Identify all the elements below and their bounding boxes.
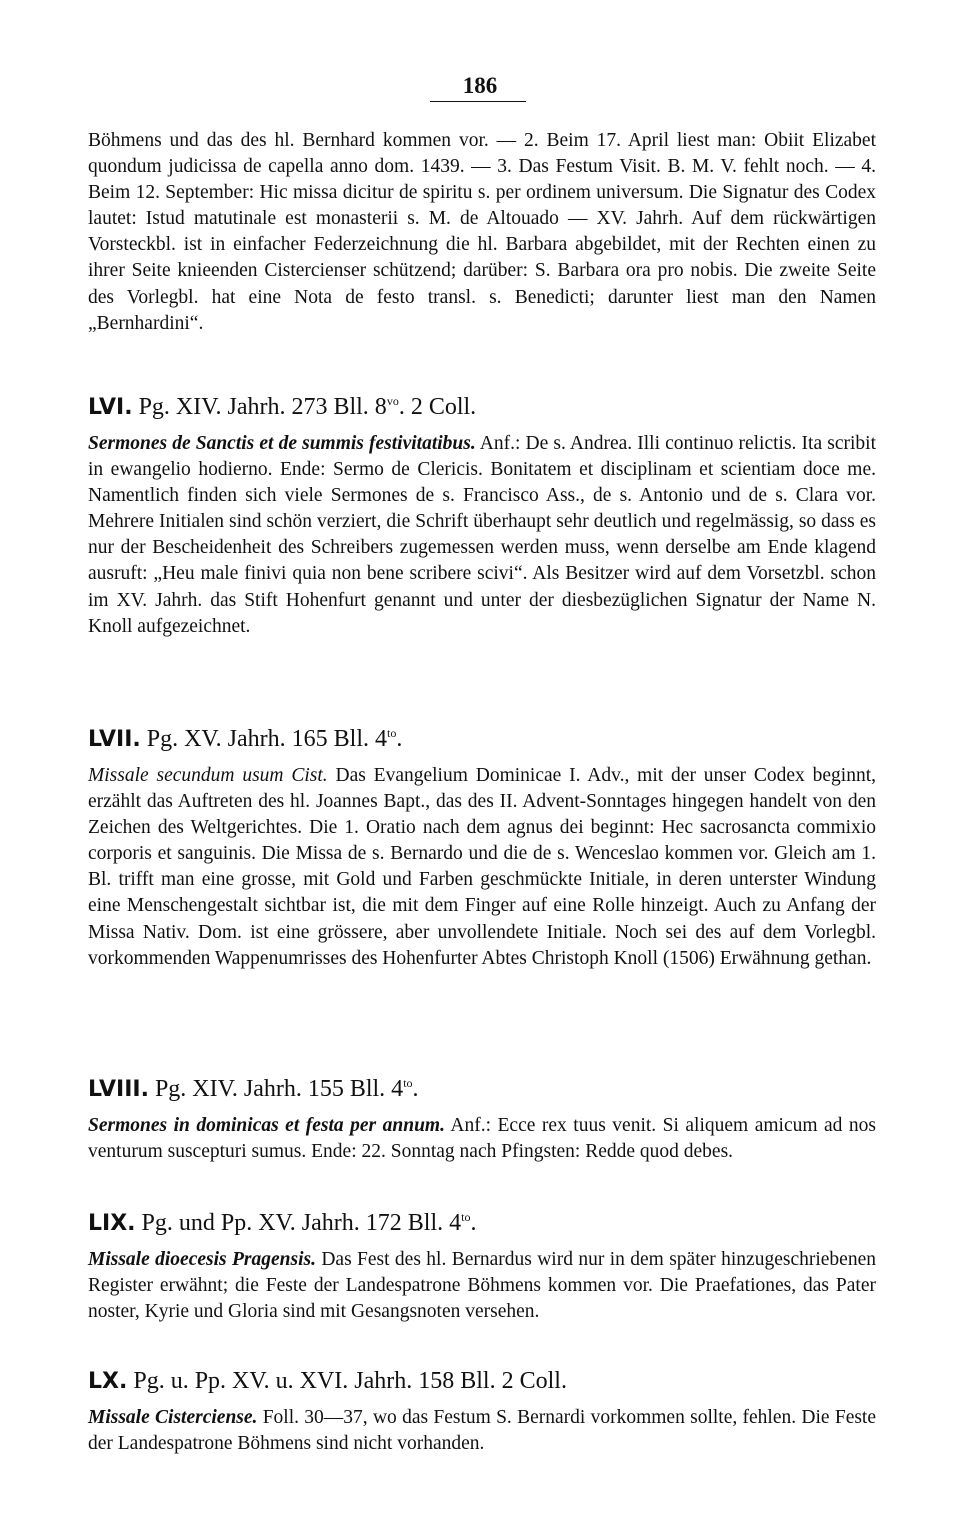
entry-lx xyxy=(88,1366,876,1457)
entry-title: Missale dioecesis Pragensis. xyxy=(88,1249,316,1270)
entry-paragraph xyxy=(88,1113,876,1165)
entry-body: Das Evangelium Dominicae I. Adv., mit der unser Codex beginnt, erzählt das Auftreten des hl. Joannes Bapt., das des II. Advent-Sonntages hingegen handelt von den Zeichen des Weltgerichtes. Die 1. Oratio nach dem agnus dei beginnt: Hec sacrosancta commixio corporis et sanguinis. Die Missa de s. Bernardo und die de s. Wenceslao kommen vor. Gleich am 1. Bl. trifft man eine grosse, mit Gold und Farben geschmückte Initiale, in deren unterster Windung eine Menschengestalt sichtbar ist, die mit dem Finger auf eine Rolle hinzeigt. Auch zu Anfang der Missa Nativ. Dom. ist eine grössere, aber unvollendete Initiale. Noch sei des auf dem Vorlegbl. vorkommenden Wappenumrisses des Hohenfurter Abtes Christoph Knoll (1506) Erwähnung gethan. xyxy=(88,765,876,969)
entry-heading-tail: . 2 Coll. xyxy=(398,394,477,420)
entry-heading-main: Pg. XV. Jahrh. 165 Bll. 4 xyxy=(140,726,387,752)
entry-paragraph xyxy=(88,763,876,972)
entry-heading-tail: . xyxy=(470,1210,477,1236)
entry-title: Missale Cisterciense. xyxy=(88,1407,258,1428)
entry-title: Sermones in dominicas et festa per annum. xyxy=(88,1115,445,1136)
page-number: 186 xyxy=(462,73,498,98)
entry-body: Anf.: Ecce rex tuus venit. Si aliquem amicum ad nos venturum suscepturi sumus. Ende: 22. Sonntag nach Pfingsten: Redde quod debes. xyxy=(88,1115,877,1163)
entry-title: Sermones de Sanctis et de summis festivitatibus. xyxy=(88,433,476,454)
entry-heading-main: Pg. XIV. Jahrh. 273 Bll. 8 xyxy=(132,394,387,420)
entry-heading-sup: to xyxy=(461,1210,471,1224)
entry-paragraph xyxy=(88,1247,876,1325)
entry-heading xyxy=(88,1208,876,1239)
entry-lix xyxy=(88,1208,876,1325)
entry-number: LVIII. xyxy=(88,1077,149,1102)
entry-heading xyxy=(88,1366,876,1397)
entry-heading-sup: to xyxy=(403,1076,413,1090)
entry-heading-main: Pg. u. Pp. XV. u. XVI. Jahrh. 158 Bll. 2 Coll. xyxy=(127,1368,567,1394)
entry-number: LVII. xyxy=(88,727,141,752)
entry-heading-sup: vo xyxy=(386,394,399,408)
entry-heading-sup: to xyxy=(387,726,397,740)
entry-heading xyxy=(88,392,876,423)
entry-lvii xyxy=(88,724,876,972)
entry-heading-tail: . xyxy=(396,726,403,752)
entry-lviii xyxy=(88,1074,876,1165)
entry-heading-main: Pg. XIV. Jahrh. 155 Bll. 4 xyxy=(148,1076,404,1102)
entry-heading-tail: . xyxy=(412,1076,419,1102)
entry-body: Foll. 30—37, wo das Festum S. Bernardi vorkommen sollte, fehlen. Die Feste der Landespatrone Böhmens sind nicht vorhanden. xyxy=(88,1407,877,1455)
entry-number: LIX. xyxy=(88,1211,136,1236)
entry-heading xyxy=(88,724,876,755)
entry-title: Missale secundum usum Cist. xyxy=(88,765,328,786)
page-number-rule xyxy=(430,101,526,102)
entry-number: LX. xyxy=(88,1369,128,1394)
entry-body: Anf.: De s. Andrea. Illi continuo relictis. Ita scribit in ewangelio hodierno. Ende: Sermo de Clericis. Bonitatem et disciplinam et scientiam doce me. Namentlich finden sich viele Sermones de s. Francisco Ass., de s. Antonio und de s. Clara vor. Mehrere Initialen sind schön verziert, die Schrift überhaupt sehr deutlich und regelmässig, so dass es nur der Bescheidenheit des Schreibers zugemessen werden muss, wenn derselbe am Ende klagend ausruft: „Heu male finivi quia non bene scribere scivi“. Als Besitzer wird auf dem Vorsetzbl. schon im XV. Jahrh. das Stift Hohenfurt genannt und unter der diesbezüglichen Signatur der Name N. Knoll aufgezeichnet. xyxy=(88,433,876,637)
entry-body: Das Fest des hl. Bernardus wird nur in dem später hinzugeschriebenen Register erwähnt; die Feste der Landespatrone Böhmens kommen vor. Die Praefationes, das Pater noster, Kyrie und Gloria sind mit Gesangsnoten versehen. xyxy=(88,1249,876,1323)
entry-number: LVI. xyxy=(88,395,133,420)
entry-heading-main: Pg. und Pp. XV. Jahrh. 172 Bll. 4 xyxy=(135,1210,462,1236)
entry-paragraph xyxy=(88,1405,876,1457)
entry-lvi xyxy=(88,392,876,640)
entry-heading xyxy=(88,1074,876,1105)
entry-paragraph xyxy=(88,431,876,640)
intro-block xyxy=(88,128,876,337)
intro-paragraph: Böhmens und das des hl. Bernhard kommen vor. — 2. Beim 17. April liest man: Obiit Elizabet quondum judicissa de capella anno dom. 1439. — 3. Das Festum Visit. B. M. V. fehlt noch. — 4. Beim 12. September: Hic missa dicitur de spiritu s. per ordinem universum. Die Signatur des Codex lautet: Istud matutinale est monasterii s. M. de Altouado — XV. Jahrh. Auf dem rückwärtigen Vorsteckbl. ist in einfacher Federzeichnung die hl. Barbara abgebildet, mit der Rechten einen zu ihrer Seite knieenden Cistercienser schützend; darüber: S. Barbara ora pro nobis. Die zweite Seite des Vorlegbl. hat eine Nota de festo transl. s. Benedicti; darunter liest man den Namen „Bernhardini“. xyxy=(88,130,876,334)
